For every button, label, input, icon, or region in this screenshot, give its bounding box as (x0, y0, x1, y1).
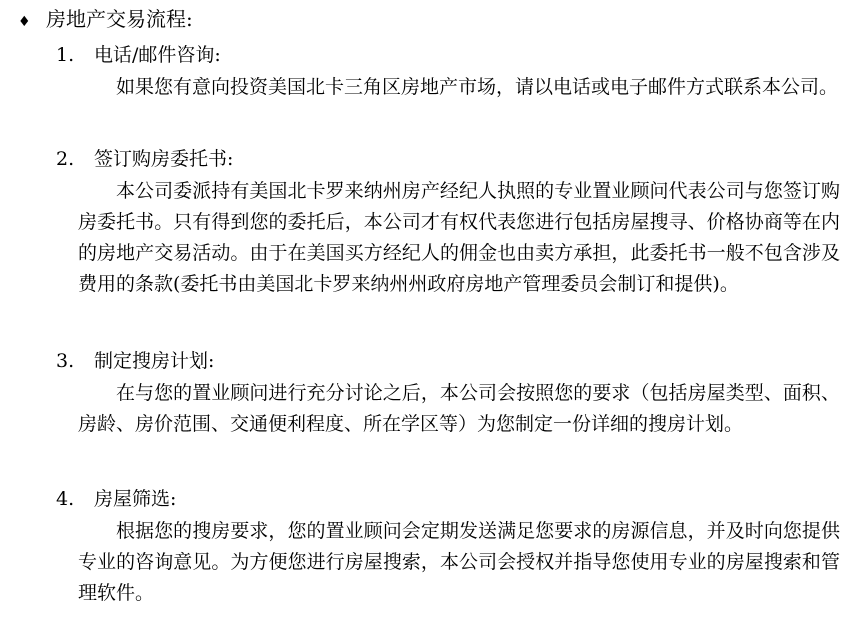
list-item-number: 3. (56, 350, 75, 372)
list-item-2-title (56, 144, 233, 174)
section-heading-text: 房地产交易流程: (46, 7, 193, 31)
list-item-4-title (56, 484, 176, 514)
list-item-1-body: 如果您有意向投资美国北卡三角区房地产市场，请以电话或电子邮件方式联系本公司。 (116, 76, 839, 98)
list-item-number: 2. (56, 148, 75, 170)
list-item-3-title (56, 346, 214, 376)
list-item-title-text: 制定搜房计划: (94, 350, 215, 372)
list-item-title-text: 电话/邮件咨询: (94, 44, 221, 66)
section-heading (18, 4, 193, 34)
list-item-3-body: 在与您的置业顾问进行充分讨论之后，本公司会按照您的要求（包括房屋类型、面积、房龄、房价范围、交通便利程度、所在学区等）为您制定一份详细的搜房计划。 (78, 382, 840, 435)
list-item-1-title (56, 40, 221, 70)
list-item-4-body: 根据您的搜房要求，您的置业顾问会定期发送满足您要求的房源信息，并及时向您提供专业的咨询意见。为方便您进行房屋搜索，本公司会授权并指导您使用专业的房屋搜索和管理软件。 (78, 520, 840, 604)
list-item-title-text: 签订购房委托书: (94, 148, 234, 170)
list-item-2-body: 本公司委派持有美国北卡罗来纳州房产经纪人执照的专业置业顾问代表公司与您签订购房委托书。只有得到您的委托后，本公司才有权代表您进行包括房屋搜寻、价格协商等在内的房地产交易活动。由于在美国买方经纪人的佣金也由卖方承担，此委托书一般不包含涉及费用的条款(委托书由美国北卡罗来纳州州政府房地产管理委员会制订和提供)。 (78, 180, 840, 295)
diamond-bullet-icon: ♦ (18, 14, 31, 30)
list-item-number: 1. (56, 44, 75, 66)
list-item-number: 4. (56, 488, 75, 510)
list-item-title-text: 房屋筛选: (94, 488, 177, 510)
